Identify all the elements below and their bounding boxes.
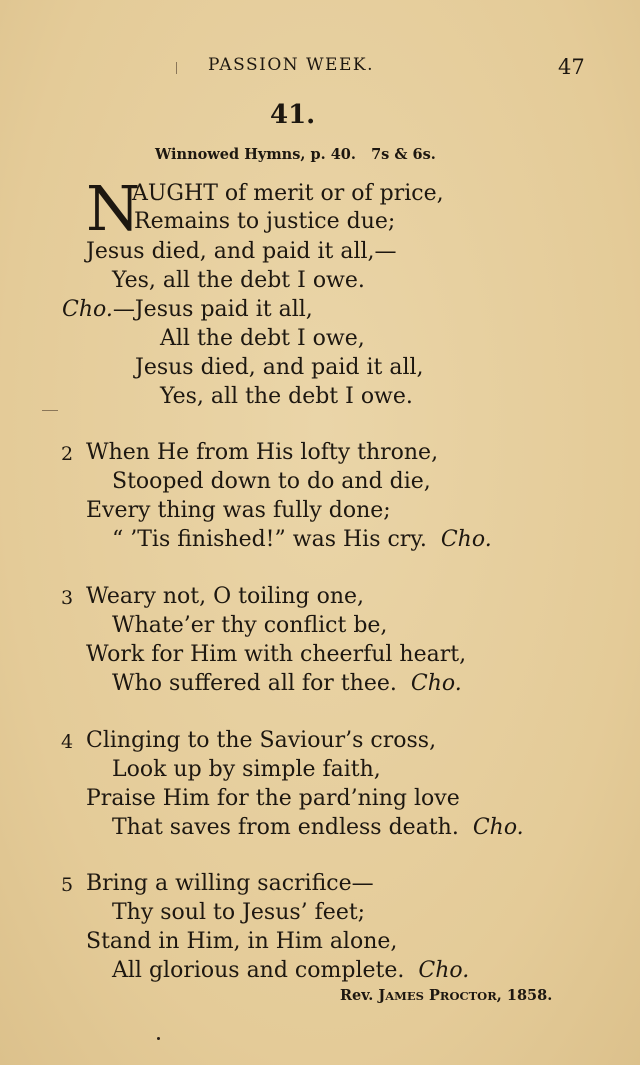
stanza-5-line-3: Stand in Him, in Him alone, — [86, 929, 398, 954]
chorus-marker: Cho. — [410, 671, 462, 696]
chorus-marker: Cho. — [440, 527, 492, 552]
tune-source: Winnowed Hymns, p. 40. — [155, 146, 356, 163]
stanza-1-line-2: Remains to justice due; — [134, 209, 396, 234]
stanza-2-line-4 — [112, 527, 492, 552]
stanza-2-line-3: Every thing was fully done; — [86, 498, 391, 523]
page-number: 47 — [558, 55, 585, 79]
print-speck — [157, 1037, 160, 1040]
stanza-4-line-4-text: That saves from endless death. — [112, 815, 459, 840]
stanza-4-number: 4 — [61, 731, 74, 753]
chorus-line-4: Yes, all the debt I owe. — [160, 384, 413, 409]
chorus-line-3: Jesus died, and paid it all, — [135, 355, 424, 380]
chorus-line-2: All the debt I owe, — [160, 326, 365, 351]
print-speck — [176, 62, 177, 74]
stanza-2-number: 2 — [61, 443, 74, 465]
stanza-4-line-4 — [112, 815, 524, 840]
stanza-5-line-4 — [112, 958, 469, 983]
stanza-3-line-1: Weary not, O toiling one, — [86, 584, 365, 609]
stanza-3-line-4 — [112, 671, 462, 696]
stanza-4-line-3: Praise Him for the pard’ning love — [86, 786, 460, 811]
chorus-marker: Cho. — [472, 815, 524, 840]
print-speck — [42, 410, 58, 411]
author-last-name-sc: ROCTOR — [439, 989, 497, 1003]
stanza-3-line-3: Work for Him with cheerful heart, — [86, 642, 467, 667]
stanza-1-line-3: Jesus died, and paid it all,— — [86, 239, 397, 264]
stanza-2-line-4-text: “ ’Tis finished!” was His cry. — [112, 527, 427, 552]
author-prefix: Rev. J — [340, 987, 386, 1004]
chorus-line-1 — [62, 297, 313, 322]
drop-cap: N — [86, 172, 141, 245]
stanza-1-line-1: AUGHT of merit or of price, — [132, 181, 444, 206]
stanza-2-line-2: Stooped down to do and die, — [112, 469, 431, 494]
stanza-3-line-4-text: Who suffered all for thee. — [112, 671, 397, 696]
stanza-4-line-1: Clinging to the Saviour’s cross, — [86, 728, 437, 753]
stanza-1-line-4: Yes, all the debt I owe. — [112, 268, 365, 293]
tune-source-line — [155, 146, 436, 163]
stanza-5-line-1: Bring a willing sacrifice— — [86, 871, 374, 896]
running-title: PASSION WEEK. — [208, 55, 374, 75]
hymn-number: 41. — [270, 100, 316, 130]
chorus-line-1-text: —Jesus paid it all, — [112, 297, 313, 322]
meter: 7s & 6s. — [371, 146, 436, 163]
chorus-label: Cho. — [62, 297, 113, 322]
author-last-initial: P — [423, 987, 440, 1004]
stanza-2-line-1: When He from His lofty throne, — [86, 440, 439, 465]
stanza-5-line-4-text: All glorious and complete. — [112, 958, 405, 983]
chorus-marker: Cho. — [418, 958, 470, 983]
stanza-3-number: 3 — [61, 587, 74, 609]
stanza-5-line-2: Thy soul to Jesus’ feet; — [112, 900, 366, 925]
stanza-4-line-2: Look up by simple faith, — [112, 757, 381, 782]
author-year: , 1858. — [496, 987, 553, 1004]
stanza-3-line-2: Whate’er thy conflict be, — [112, 613, 388, 638]
author-first-name-sc: AMES — [385, 989, 424, 1003]
stanza-5-number: 5 — [61, 874, 74, 896]
author-attribution — [340, 987, 552, 1004]
